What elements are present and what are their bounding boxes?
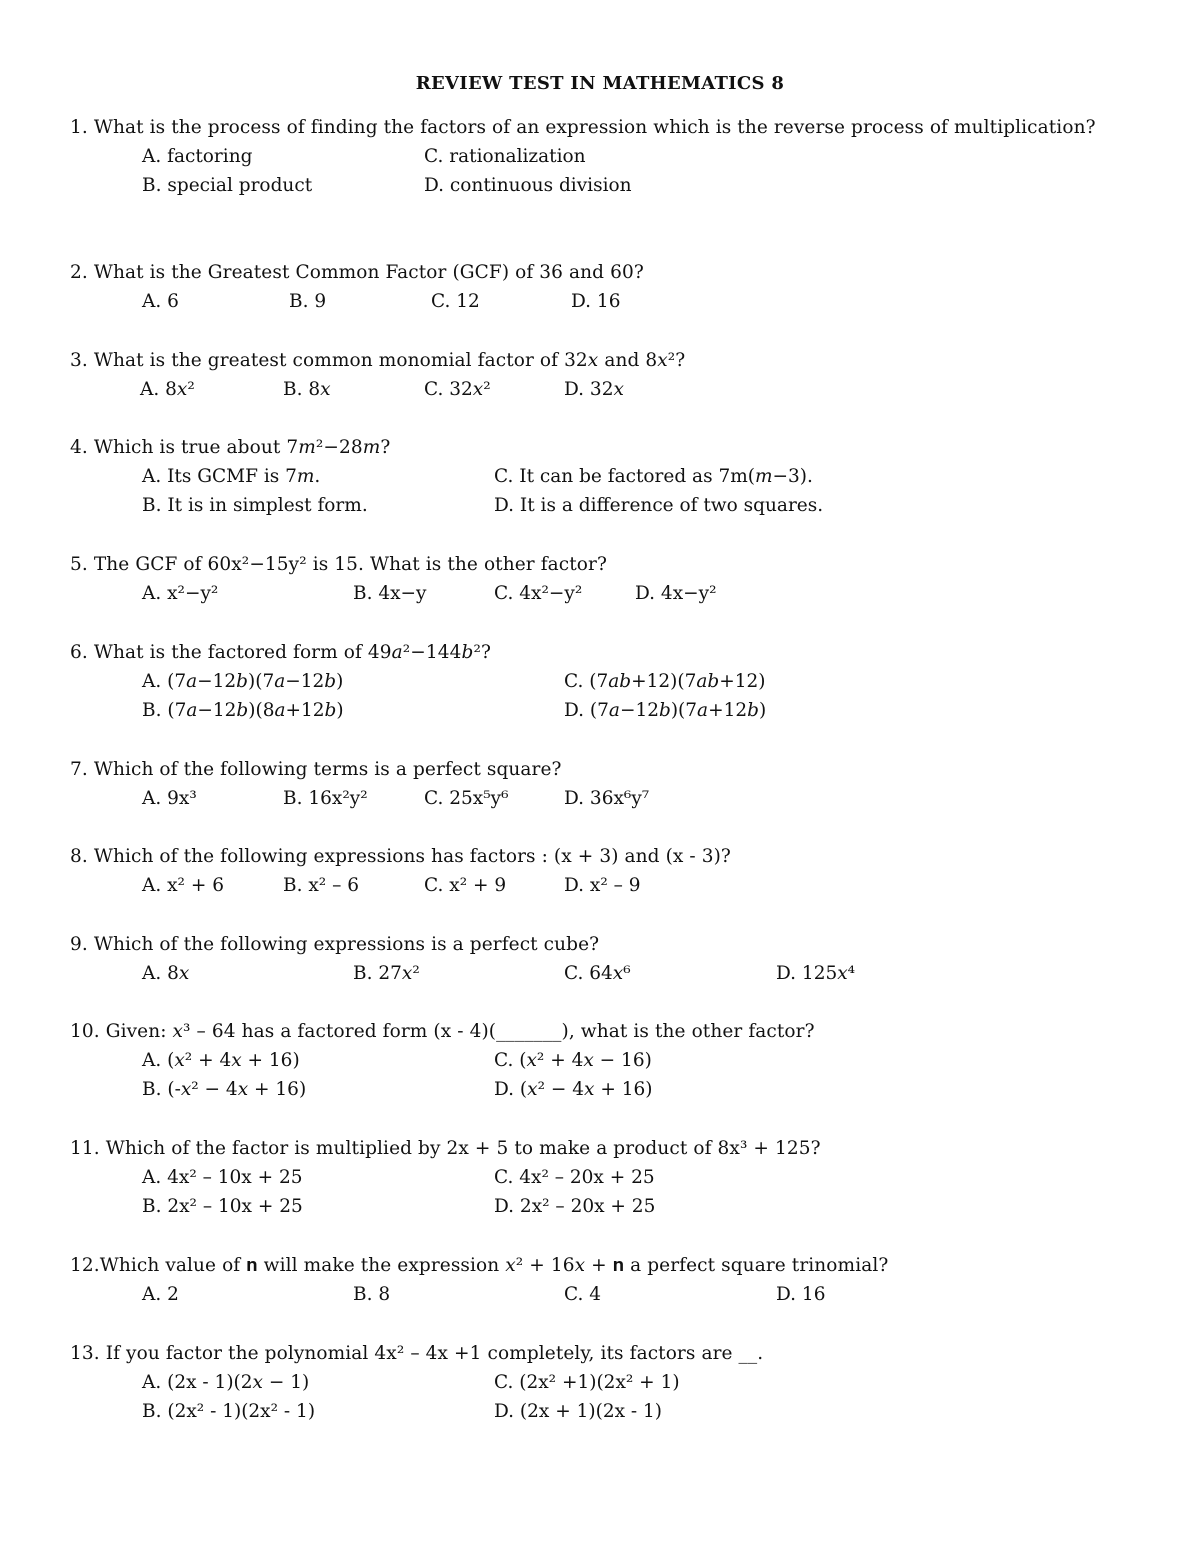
- question-stem: 3. What is the greatest common monomial factor of 32𝑥 and 8𝑥²?: [70, 350, 686, 371]
- options-row: [70, 142, 1140, 171]
- options-row: [70, 579, 1140, 608]
- option-b: B. (7𝑎−12𝑏)(8𝑎+12𝑏): [142, 700, 344, 721]
- options-row: [70, 784, 1140, 813]
- question-stem: 2. What is the Greatest Common Factor (GCF) of 36 and 60?: [70, 262, 644, 283]
- option-c: C. 64𝑥⁶: [564, 963, 631, 984]
- option-c: C. (𝑥² + 4𝑥 − 16): [494, 1050, 652, 1071]
- option-a: A. 6: [142, 291, 179, 312]
- question-stem: 10. Given: 𝑥³ – 64 has a factored form (x - 4)(_______), what is the other factor?: [70, 1021, 815, 1042]
- option-b: B. 27𝑥²: [353, 963, 420, 984]
- option-a: A. (7𝑎−12𝑏)(7𝑎−12𝑏): [142, 671, 344, 692]
- option-c: C. 32𝑥²: [424, 379, 491, 400]
- options-row: [70, 1280, 1140, 1309]
- option-b: B. (2x² - 1)(2x² - 1): [142, 1401, 316, 1422]
- options-row: [70, 871, 1140, 900]
- option-b: B. 9: [289, 291, 327, 312]
- option-b: B. 4x−y: [353, 583, 427, 604]
- option-c: C. x² + 9: [424, 875, 507, 896]
- option-d: D. 16: [571, 291, 621, 312]
- option-a: A. (2x - 1)(2𝑥 − 1): [142, 1372, 310, 1393]
- option-d: D. 36x⁶y⁷: [564, 788, 650, 809]
- option-b: B. 2x² – 10x + 25: [142, 1196, 303, 1217]
- option-b: B. It is in simplest form.: [142, 495, 368, 516]
- option-a: A. factoring: [142, 146, 253, 167]
- option-b: B. 16x²y²: [283, 788, 368, 809]
- option-d: D. (𝑥² − 4𝑥 + 16): [494, 1079, 653, 1100]
- option-d: D. 2x² – 20x + 25: [494, 1196, 656, 1217]
- question-4: [70, 433, 1140, 520]
- question-1: [70, 113, 1140, 200]
- option-a: A. 8𝑥²: [140, 379, 195, 400]
- option-b: B. x² – 6: [283, 875, 359, 896]
- options-row: [70, 171, 1140, 200]
- option-c: C. It can be factored as 7m(𝑚−3).: [494, 466, 813, 487]
- option-d: D. (2x + 1)(2x - 1): [494, 1401, 663, 1422]
- options-row: [70, 1163, 1140, 1192]
- question-stem: 6. What is the factored form of 49𝑎²−144𝑏²?: [70, 642, 491, 663]
- option-c: C. 12: [431, 291, 480, 312]
- question-11: [70, 1134, 1140, 1221]
- question-stem: 13. If you factor the polynomial 4x² – 4x +1 completely, its factors are __.: [70, 1343, 764, 1364]
- options-row: [70, 1397, 1140, 1426]
- question-2: [70, 258, 1140, 316]
- options-row: [70, 462, 1140, 491]
- question-10: [70, 1017, 1140, 1104]
- option-c: C. (7𝑎𝑏+12)(7𝑎𝑏+12): [564, 671, 766, 692]
- option-a: A. 2: [142, 1284, 179, 1305]
- page-title: REVIEW TEST IN MATHEMATICS 8: [415, 73, 785, 94]
- option-c: C. 4x² – 20x + 25: [494, 1167, 655, 1188]
- option-a: A. 9x³: [142, 788, 197, 809]
- options-row: [70, 375, 1140, 404]
- question-5: [70, 550, 1140, 608]
- option-c: C. (2x² +1)(2x² + 1): [494, 1372, 680, 1393]
- option-b: B. 8𝑥: [283, 379, 331, 400]
- option-b: B. 8: [353, 1284, 391, 1305]
- question-13: [70, 1339, 1140, 1426]
- option-d: D. (7𝑎−12𝑏)(7𝑎+12𝑏): [564, 700, 767, 721]
- option-d: D. 4x−y²: [635, 583, 717, 604]
- question-6: [70, 638, 1140, 725]
- option-d: D. It is a difference of two squares.: [494, 495, 824, 516]
- option-b: B. special product: [142, 175, 313, 196]
- options-row: [70, 491, 1140, 520]
- question-stem: 5. The GCF of 60x²−15y² is 15. What is the other factor?: [70, 554, 607, 575]
- option-d: D. x² – 9: [564, 875, 641, 896]
- options-row: [70, 1075, 1140, 1104]
- question-3: [70, 346, 1140, 404]
- option-c: C. 25x⁵y⁶: [424, 788, 509, 809]
- options-row: [70, 959, 1140, 988]
- option-c: C. rationalization: [424, 146, 586, 167]
- question-12: [70, 1251, 1140, 1309]
- options-row: [70, 1192, 1140, 1221]
- option-d: D. 16: [776, 1284, 826, 1305]
- option-a: A. 8𝑥: [142, 963, 190, 984]
- option-a: A. x²−y²: [142, 583, 219, 604]
- option-c: C. 4x²−y²: [494, 583, 583, 604]
- question-stem: 8. Which of the following expressions has factors : (x + 3) and (x - 3)?: [70, 846, 731, 867]
- option-a: A. x² + 6: [142, 875, 225, 896]
- options-row: [70, 287, 1140, 316]
- option-d: D. 32𝑥: [564, 379, 624, 400]
- options-row: [70, 1368, 1140, 1397]
- option-c: C. 4: [564, 1284, 602, 1305]
- options-row: [70, 667, 1140, 696]
- question-8: [70, 842, 1140, 900]
- option-d: D. continuous division: [424, 175, 632, 196]
- question-stem: 4. Which is true about 7𝑚²−28𝑚?: [70, 437, 391, 458]
- question-stem: 1. What is the process of finding the factors of an expression which is the reverse process of multiplication?: [70, 117, 1096, 138]
- option-a: A. 4x² – 10x + 25: [142, 1167, 303, 1188]
- question-stem: 9. Which of the following expressions is a perfect cube?: [70, 934, 600, 955]
- option-d: D. 125𝑥⁴: [776, 963, 856, 984]
- option-a: A. Its GCMF is 7𝑚.: [142, 466, 321, 487]
- options-row: [70, 696, 1140, 725]
- question-7: [70, 755, 1140, 813]
- question-stem: 12.Which value of 𝐧 will make the expression 𝑥² + 16𝑥 + 𝐧 a perfect square trinomial?: [70, 1255, 889, 1276]
- question-stem: 7. Which of the following terms is a perfect square?: [70, 759, 562, 780]
- option-b: B. (-𝑥² − 4𝑥 + 16): [142, 1079, 307, 1100]
- options-row: [70, 1046, 1140, 1075]
- question-stem: 11. Which of the factor is multiplied by 2x + 5 to make a product of 8x³ + 125?: [70, 1138, 821, 1159]
- question-9: [70, 930, 1140, 988]
- option-a: A. (𝑥² + 4𝑥 + 16): [142, 1050, 300, 1071]
